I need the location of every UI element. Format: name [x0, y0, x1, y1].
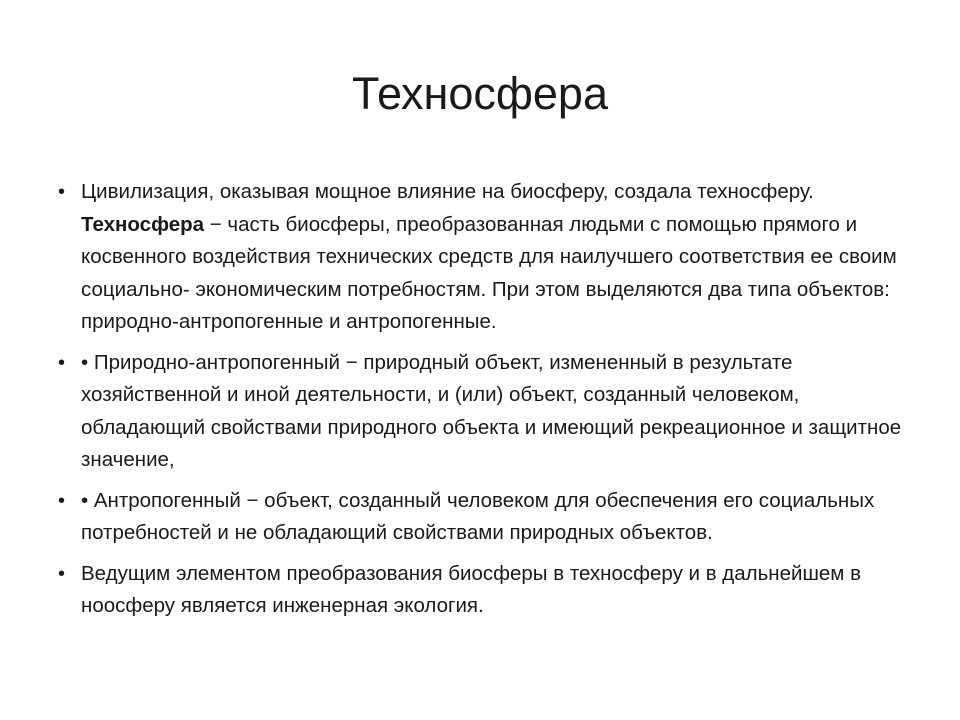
bullet-1-bold-term: Техносфера: [81, 212, 205, 236]
bullet-item-4: [58, 558, 908, 623]
bullet-marker-icon: •: [58, 489, 66, 512]
bullet-marker-icon: •: [58, 351, 66, 374]
bullet-marker-icon: •: [58, 562, 66, 585]
bullet-list: [58, 176, 908, 631]
bullet-2-text: • Природно-антропогенный − природный объект, измененный в результате хозяйственной и иной деятельности, и (или) объект, созданный человеком, обладающий свойствами природного объекта и имеющий рекреационное и защитное значение,: [81, 350, 902, 471]
bullet-item-1: [58, 176, 908, 339]
bullet-marker-icon: •: [58, 181, 66, 203]
bullet-3-text: • Антропогенный − объект, созданный человеком для обеспечения его социальных потребностей и не обладающий свойствами природных объектов.: [81, 488, 875, 544]
bullet-1-rest-text: − часть биосферы, преобразованная людьми с помощью прямого и косвенного воздействия технических средств для наилучшего соответствия ее своим социально- экономическим потребностям. При этом выделяются два типа объектов: природно-антропогенные и антропогенные.: [81, 212, 897, 333]
bullet-item-3: [58, 485, 908, 550]
bullet-1-lead-text: Цивилизация, оказывая мощное влияние на биосферу, создала техносферу.: [81, 180, 814, 203]
bullet-4-text: Ведущим элементом преобразования биосферы в техносферу и в дальнейшем в ноосферу является инженерная экология.: [81, 561, 861, 617]
slide-title: Техносфера: [352, 68, 608, 119]
bullet-item-2: [58, 347, 908, 477]
